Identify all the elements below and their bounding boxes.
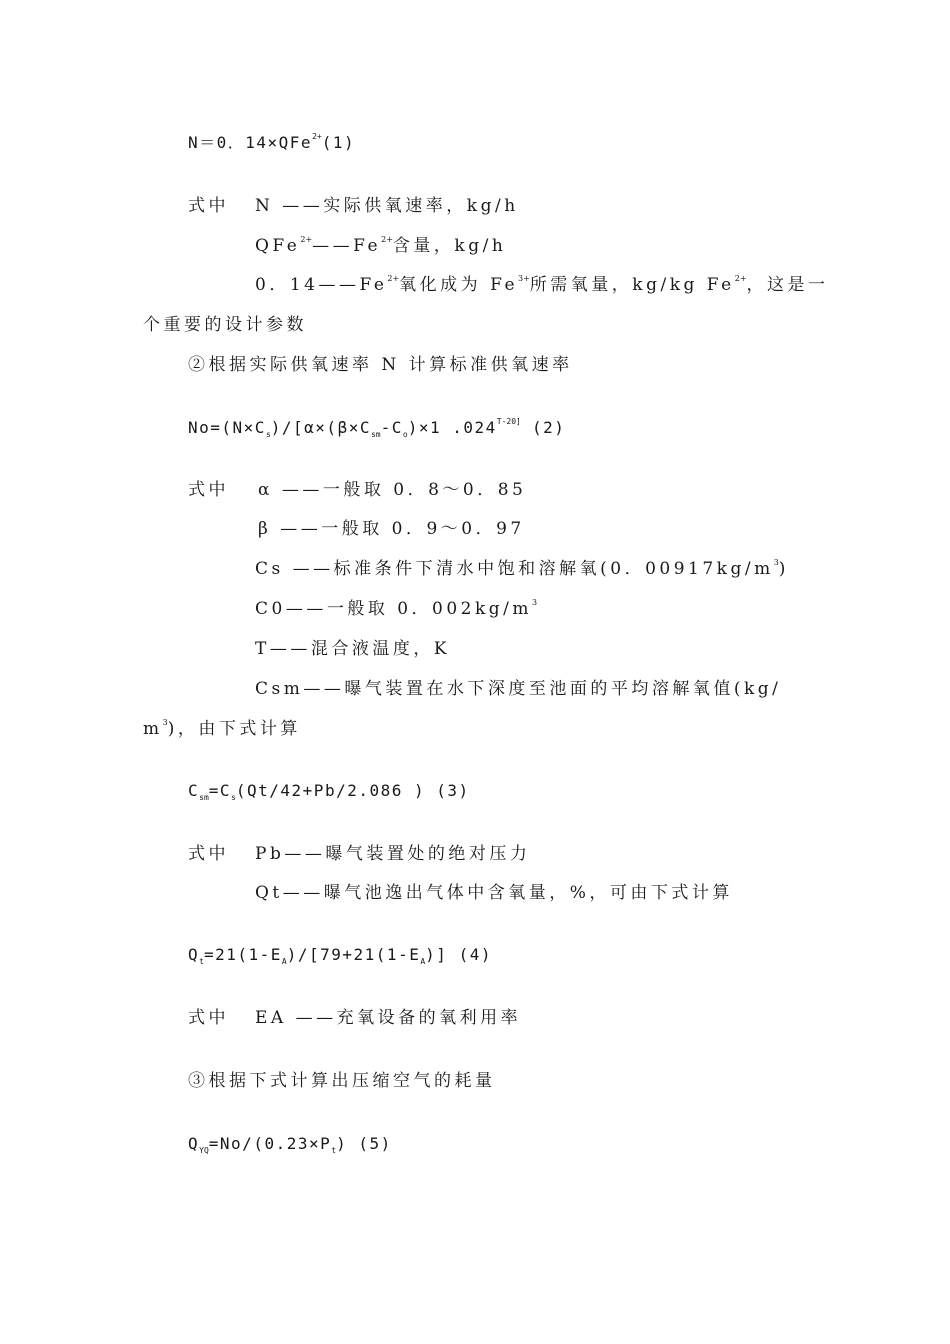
definition-Csm-unit: m [143,719,163,739]
formula-4-c: )/[79+21(1-E [286,945,421,964]
step-2-heading: ②根据实际供氧速率 N 计算标准供氧速率 [188,355,573,375]
definition-beta: β ——一般取 0．9～0．97 [258,519,525,539]
formula-3 [188,780,470,802]
definition-Csm: Csm——曝气装置在水下深度至池面的平均溶解氧值(kg/ [255,679,782,699]
formula-2-a: No=(N×C [188,418,266,437]
definition-Csm-continued [143,718,301,740]
definition-prefix-1: 式中 [188,196,229,216]
definition-QFe-sup: 2+ [300,235,313,244]
formula-1-main: N＝0．14×QFe [188,133,313,152]
formula-3-b: =C [208,781,232,800]
definition-EA: EA ——充氧设备的氧利用率 [255,1008,522,1028]
formula-4-sub-c: A [420,957,426,966]
definition-coefficient-sup-b: 3+ [518,274,530,283]
definition-QFe-text: 含量，kg/h [392,236,507,256]
definition-Csm-sup: 3 [162,718,168,727]
formula-2-sub-a: s [265,430,271,439]
formula-2 [188,417,565,439]
definition-coefficient-sup-a: 2+ [387,274,400,283]
formula-3-sub-a: sm [199,793,209,802]
formula-3-number: (3) [436,781,470,800]
definition-C0-sup: 3 [532,598,538,607]
formula-5-b: =No/(0.23×P [208,1134,332,1153]
definition-T: T——混合液温度，K [255,639,451,659]
formula-1-superscript: 2+ [312,132,322,141]
definition-Cs-close: ) [778,559,789,579]
formula-2-d: )×1 .024 [407,418,497,437]
formula-3-sub-b: s [231,793,236,802]
formula-4-a: Q [188,945,200,964]
definition-coefficient [255,274,829,296]
definition-Qt: Qt——曝气池逸出气体中含氧量，%，可由下式计算 [255,883,733,903]
definition-coefficient-a: 0．14——Fe [255,275,388,295]
formula-5 [188,1133,392,1155]
formula-4-b: =21(1-E [203,945,282,964]
definition-QFe-sup-2: 2+ [381,235,393,244]
formula-5-sub-a: YQ [199,1146,209,1155]
formula-2-b: )/[α×(β×C [270,418,371,437]
definition-Cs [255,558,789,580]
formula-5-c: ) [336,1134,348,1153]
definition-N: N ——实际供氧速率，kg/h [255,196,519,216]
formula-5-a: Q [188,1134,200,1153]
definition-C0 [255,598,537,620]
formula-2-c: -C [380,418,403,437]
formula-2-sub-b: sm [370,430,381,439]
formula-4-sub-b: A [281,957,287,966]
formula-4-d: )] [425,945,448,964]
definition-prefix-3: 式中 [188,844,229,864]
definition-coefficient-continued: 个重要的设计参数 [143,315,307,335]
definition-Csm-tail: )，由下式计算 [167,719,301,739]
definition-coefficient-d: ，这是一 [746,275,829,295]
formula-2-sub-c: o [402,430,408,439]
formula-1 [188,132,355,154]
formula-2-sup: T-20] [496,417,521,426]
definition-coefficient-b: 氧化成为 Fe [399,275,519,295]
definition-alpha: α ——一般取 0．8～0．85 [258,480,527,500]
formula-4-number: (4) [458,945,492,964]
formula-4-sub-a: t [199,957,204,966]
definition-prefix-2: 式中 [188,480,229,500]
formula-3-c: (Qt/42+Pb/2.086 ) [235,781,426,800]
formula-1-number: (1) [321,133,356,152]
definition-QFe-symbol: QFe [255,236,301,256]
definition-Cs-text: Cs ——标准条件下清水中饱和溶解氧(0．00917kg/m [255,559,774,579]
definition-Pb: Pb——曝气装置处的绝对压力 [255,844,531,864]
definition-coefficient-c: 所需氧量，kg/kg Fe [529,275,735,295]
formula-4 [188,944,492,966]
definition-QFe-dash: ——Fe [312,236,382,256]
definition-C0-text: C0——一般取 0．002kg/m [255,599,533,619]
definition-coefficient-sup-c: 2+ [734,274,747,283]
definition-Cs-sup: 3 [773,558,779,567]
formula-2-number: (2) [532,418,566,437]
formula-3-a: C [188,781,200,800]
step-3-heading: ③根据下式计算出压缩空气的耗量 [188,1071,496,1091]
formula-5-number: (5) [358,1134,392,1153]
definition-QFe [255,235,506,257]
definition-prefix-4: 式中 [188,1008,229,1028]
formula-5-sub-b: t [331,1146,337,1155]
